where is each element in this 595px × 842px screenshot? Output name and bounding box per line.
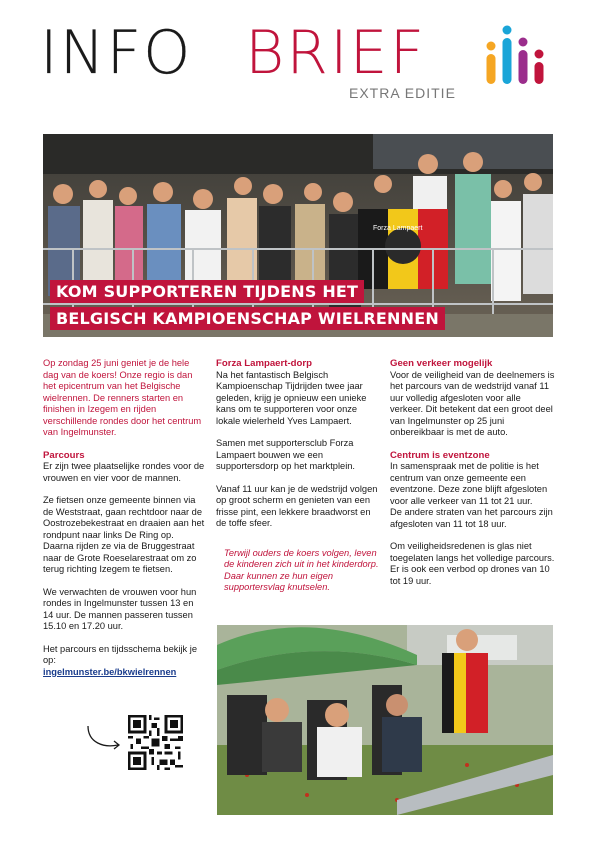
intro-paragraph: Op zondag 25 juni geniet je de hele dag van de koers! Onze regio is dan het epicentrum van het Belgische wielrennen. De renners starten en finishen in Izegem en rijden verschillende rondes door het centrum van Ingelmunster. bbox=[43, 358, 202, 437]
paragraph: Ze fietsen onze gemeente binnen via de Weststraat, gaan rechtdoor naar de Oostrozebekestraat en draaien aan het rondpunt naar links De Ring op. Daarna rijden ze via de Bruggestraat naar de Grote Roeselarestraat om zo terug richting Izegem te fietsen. bbox=[43, 495, 205, 574]
heading-parcours: Parcours bbox=[43, 449, 85, 461]
photo-supporters-roadside bbox=[217, 625, 553, 815]
heading-centrum-eventzone: Centrum is eventzone bbox=[390, 449, 490, 461]
paragraph: Vanaf 11 uur kan je de wedstrijd volgen op groot scherm en genieten van een frisse pint, een lekkere braadworst en de toffe sfeer. bbox=[216, 483, 378, 528]
headline bbox=[50, 280, 450, 334]
paragraph: In samenspraak met de politie is het centrum van onze gemeente een eventzone. Deze zone blijft afgesloten voor alle verkeer van 11 tot 21 uur. bbox=[390, 461, 548, 506]
masthead-title-info: INFO bbox=[40, 18, 193, 88]
paragraph: Het parcours en tijdsschema bekijk je op: bbox=[43, 643, 197, 665]
qr-code[interactable] bbox=[128, 715, 183, 770]
heading-geen-verkeer: Geen verkeer mogelijk bbox=[390, 358, 493, 369]
column-2 bbox=[216, 358, 381, 605]
column-3 bbox=[390, 358, 555, 598]
headline-line-1: KOM SUPPORTEREN TIJDENS HET bbox=[50, 280, 364, 303]
paragraph: Om veiligheidsredenen is glas niet toegelaten langs het volledige parcours. Er is ook een verbod op drones van 10 tot 19 uur. bbox=[390, 541, 555, 586]
pull-quote: Terwijl ouders de koers volgen, leven de kinderen zich uit in het kinderdorp. Daar kunnen ze hun eigen supportersvlag knutselen. bbox=[224, 547, 379, 592]
flag-text: Forza Lampaert bbox=[373, 225, 423, 232]
masthead-title-brief: BRIEF bbox=[245, 18, 427, 88]
paragraph: Na het fantastisch Belgisch Kampioenschap Tijdrijden twee jaar geleden, krijg je opnieuw een unieke kans om te supporteren voor onze lokale wielerheld Yves Lampaert. bbox=[216, 369, 367, 426]
municipality-logo bbox=[484, 20, 554, 90]
column-1 bbox=[43, 358, 205, 678]
curved-arrow-icon bbox=[84, 723, 124, 753]
heading-forza-lampaert-dorp: Forza Lampaert-dorp bbox=[216, 358, 312, 369]
paragraph: We verwachten de vrouwen voor hun rondes in Ingelmunster tussen 13 en 14 uur. De mannen passeren tussen 15.10 en 17.20 uur. bbox=[43, 586, 197, 631]
edition-label: EXTRA EDITIE bbox=[349, 85, 456, 101]
paragraph: Er zijn twee plaatselijke rondes voor de vrouwen en vier voor de mannen. bbox=[43, 461, 205, 483]
masthead bbox=[40, 18, 480, 88]
paragraph: Voor de veiligheid van de deelnemers is het parcours van de wedstrijd vanaf 11 uur volledig afgesloten voor alle verkeer. Dit betekent dat een groot deel van Ingelmunster op 25 juni onbereikbaar is met de auto. bbox=[390, 369, 555, 437]
paragraph: De andere straten van het parcours zijn afgesloten van 11 tot 18 uur. bbox=[390, 507, 553, 529]
parcours-link[interactable]: ingelmunster.be/bkwielrennen bbox=[43, 666, 177, 677]
paragraph: Samen met supportersclub Forza Lampaert bouwen we een supportersdorp op het marktplein. bbox=[216, 438, 356, 471]
headline-line-2: BELGISCH KAMPIOENSCHAP WIELRENNEN bbox=[50, 307, 445, 330]
